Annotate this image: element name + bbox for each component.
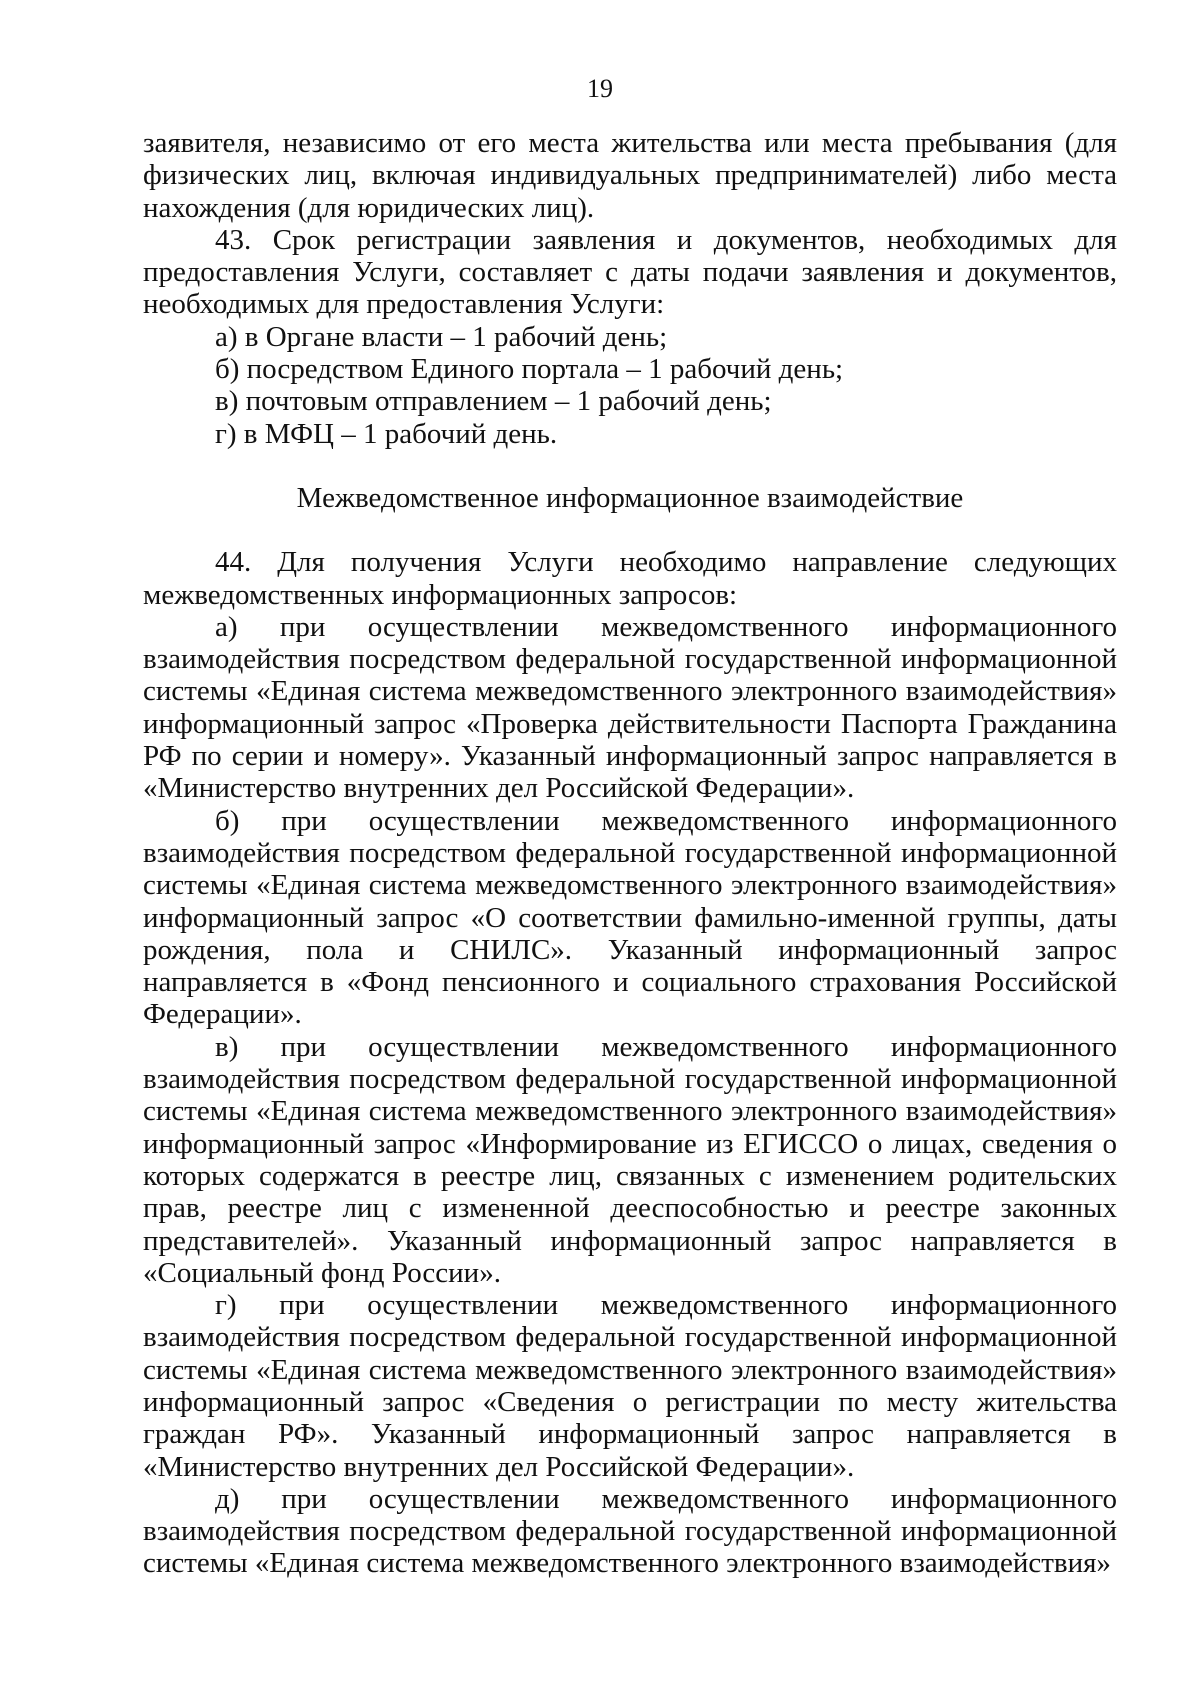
document-body (143, 127, 1117, 1580)
paragraph-continuation: заявителя, независимо от его места жительства или места пребывания (для физических лиц, включая индивидуальных предпринимателей) либо места нахождения (для юридических лиц). (143, 127, 1117, 224)
paragraph-44-b: б) при осуществлении межведомственного информационного взаимодействия посредством федеральной государственной информационной системы «Единая система межведомственного электронного взаимодействия» информационный запрос «О соответствии фамильно-именной группы, даты рождения, пола и СНИЛС». Указанный информационный запрос направляется в «Фонд пенсионного и социального страхования Российской Федерации». (143, 804, 1117, 1031)
paragraph-44-a: а) при осуществлении межведомственного информационного взаимодействия посредством федеральной государственной информационной системы «Единая система межведомственного электронного взаимодействия» информационный запрос «Проверка действительности Паспорта Гражданина РФ по серии и номеру». Указанный информационный запрос направляется в «Министерство внутренних дел Российской Федерации». (143, 610, 1117, 805)
paragraph-44-d: д) при осуществлении межведомственного информационного взаимодействия посредством федеральной государственной информационной системы «Единая система межведомственного электронного взаимодействия» (143, 1482, 1117, 1580)
paragraph-item-44: 44. Для получения Услуги необходимо направление следующих межведомственных информационных запросов: (143, 546, 1117, 611)
page-number: 19 (587, 74, 613, 103)
paragraph-44-g: г) при осуществлении межведомственного информационного взаимодействия посредством федеральной государственной информационной системы «Единая система межведомственного электронного взаимодействия» информационный запрос «Сведения о регистрации по месту жительства граждан РФ». Указанный информационный запрос направляется в «Министерство внутренних дел Российской Федерации». (143, 1289, 1117, 1483)
paragraph-44-v: в) при осуществлении межведомственного информационного взаимодействия посредством федеральной государственной информационной системы «Единая система межведомственного электронного взаимодействия» информационный запрос «Информирование из ЕГИССО о лицах, сведения о которых содержатся в реестре лиц, связанных с изменением родительских прав, реестре лиц с измененной дееспособностью и реестре законных представителей». Указанный информационный запрос направляется в «Социальный фонд России». (143, 1030, 1117, 1289)
list-item-b: б) посредством Единого портала – 1 рабочий день; (215, 353, 844, 386)
paragraph-item-43: 43. Срок регистрации заявления и документов, необходимых для предоставления Услуги, составляет с даты подачи заявления и документов, необходимых для предоставления Услуги: (143, 223, 1117, 321)
list-item-a: а) в Органе власти – 1 рабочий день; (215, 320, 668, 353)
list-item-g: г) в МФЦ – 1 рабочий день. (215, 417, 558, 450)
section-heading: Межведомственное информационное взаимодействие (296, 481, 964, 514)
list-item-v: в) почтовым отправлением – 1 рабочий день; (215, 385, 772, 418)
